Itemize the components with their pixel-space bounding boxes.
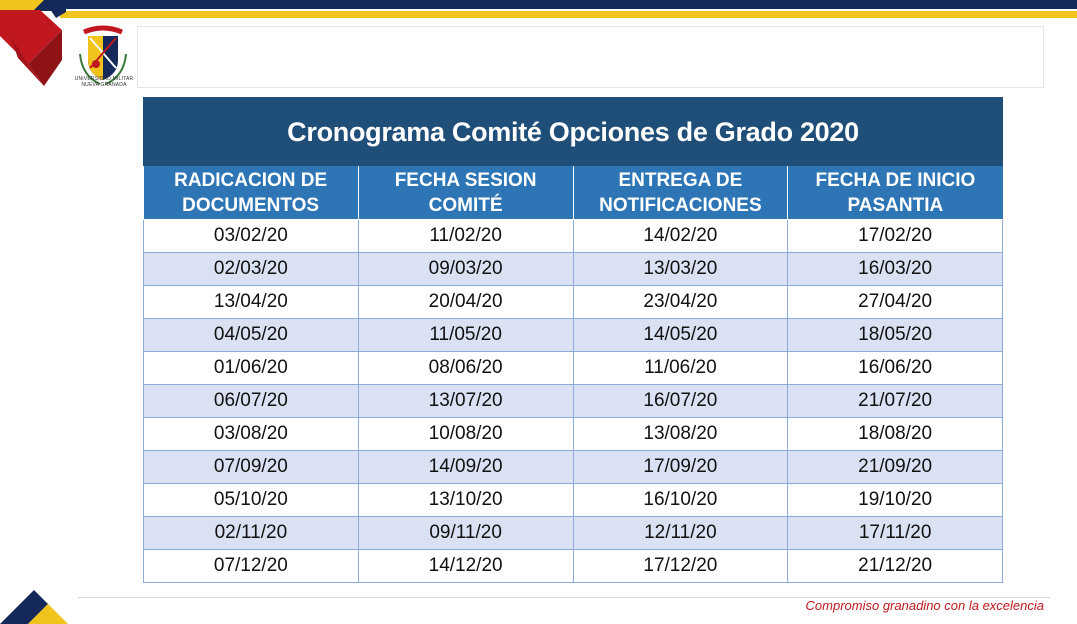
header-fecha-inicio-line1: FECHA DE INICIO bbox=[815, 169, 976, 191]
cell-fecha-sesion: 13/07/20 bbox=[358, 385, 573, 418]
cell-fecha-sesion: 13/10/20 bbox=[358, 484, 573, 517]
cell-radicacion: 13/04/20 bbox=[144, 286, 359, 319]
header-entrega-line2: NOTIFICACIONES bbox=[599, 194, 762, 216]
footer-slogan: Compromiso granadino con la excelencia bbox=[805, 598, 1044, 613]
table-row bbox=[144, 253, 1003, 286]
header-box bbox=[137, 26, 1044, 88]
crest-caption-line2: NUEVA GRANADA bbox=[81, 82, 127, 88]
header-radicacion bbox=[144, 166, 359, 220]
table-row bbox=[144, 550, 1003, 583]
header-row bbox=[144, 166, 1003, 220]
header-fecha-sesion-line1: FECHA SESION bbox=[394, 169, 537, 191]
cell-fecha-inicio: 21/12/20 bbox=[788, 550, 1003, 583]
cell-entrega: 17/09/20 bbox=[573, 451, 788, 484]
cell-fecha-inicio: 18/08/20 bbox=[788, 418, 1003, 451]
cell-fecha-inicio: 21/07/20 bbox=[788, 385, 1003, 418]
header-fecha-sesion bbox=[358, 166, 573, 220]
table-row bbox=[144, 319, 1003, 352]
header-radicacion-line2: DOCUMENTOS bbox=[182, 194, 320, 216]
table-row bbox=[144, 517, 1003, 550]
table-row bbox=[144, 484, 1003, 517]
corner-brand-shapes bbox=[0, 588, 70, 624]
cell-fecha-inicio: 19/10/20 bbox=[788, 484, 1003, 517]
cell-entrega: 14/05/20 bbox=[573, 319, 788, 352]
header-entrega bbox=[573, 166, 788, 220]
cell-fecha-inicio: 17/11/20 bbox=[788, 517, 1003, 550]
cell-entrega: 13/08/20 bbox=[573, 418, 788, 451]
cell-entrega: 13/03/20 bbox=[573, 253, 788, 286]
table-row bbox=[144, 352, 1003, 385]
cell-fecha-sesion: 11/05/20 bbox=[358, 319, 573, 352]
cell-entrega: 23/04/20 bbox=[573, 286, 788, 319]
cell-fecha-inicio: 16/03/20 bbox=[788, 253, 1003, 286]
cell-entrega: 16/10/20 bbox=[573, 484, 788, 517]
cell-radicacion: 06/07/20 bbox=[144, 385, 359, 418]
cell-fecha-sesion: 08/06/20 bbox=[358, 352, 573, 385]
cell-fecha-inicio: 27/04/20 bbox=[788, 286, 1003, 319]
cell-fecha-inicio: 18/05/20 bbox=[788, 319, 1003, 352]
cell-radicacion: 03/08/20 bbox=[144, 418, 359, 451]
cell-fecha-sesion: 09/03/20 bbox=[358, 253, 573, 286]
cell-radicacion: 03/02/20 bbox=[144, 220, 359, 253]
cell-entrega: 14/02/20 bbox=[573, 220, 788, 253]
header-radicacion-line1: RADICACION DE bbox=[174, 169, 328, 191]
cell-radicacion: 04/05/20 bbox=[144, 319, 359, 352]
header-fecha-inicio bbox=[788, 166, 1003, 220]
table-row bbox=[144, 451, 1003, 484]
table-row bbox=[144, 286, 1003, 319]
cell-entrega: 11/06/20 bbox=[573, 352, 788, 385]
cell-entrega: 16/07/20 bbox=[573, 385, 788, 418]
cell-fecha-sesion: 20/04/20 bbox=[358, 286, 573, 319]
brand-shapes-logo bbox=[0, 0, 80, 92]
cell-radicacion: 02/03/20 bbox=[144, 253, 359, 286]
table-title: Cronograma Comité Opciones de Grado 2020 bbox=[143, 97, 1003, 166]
cell-fecha-inicio: 21/09/20 bbox=[788, 451, 1003, 484]
cell-radicacion: 05/10/20 bbox=[144, 484, 359, 517]
cell-fecha-sesion: 10/08/20 bbox=[358, 418, 573, 451]
crest-caption-line1: UNIVERSIDAD MILITAR bbox=[74, 76, 134, 82]
cell-fecha-sesion: 11/02/20 bbox=[358, 220, 573, 253]
header-fecha-sesion-line2: COMITÉ bbox=[428, 194, 503, 216]
cell-radicacion: 07/12/20 bbox=[144, 550, 359, 583]
header-fecha-inicio-line2: PASANTIA bbox=[847, 194, 944, 216]
cell-radicacion: 02/11/20 bbox=[144, 517, 359, 550]
cell-fecha-sesion: 14/12/20 bbox=[358, 550, 573, 583]
table-row bbox=[144, 385, 1003, 418]
cell-radicacion: 01/06/20 bbox=[144, 352, 359, 385]
schedule-table bbox=[143, 97, 1003, 583]
cell-fecha-inicio: 17/02/20 bbox=[788, 220, 1003, 253]
top-gold-stripe bbox=[60, 11, 1077, 18]
cell-fecha-sesion: 14/09/20 bbox=[358, 451, 573, 484]
cell-radicacion: 07/09/20 bbox=[144, 451, 359, 484]
cell-fecha-inicio: 16/06/20 bbox=[788, 352, 1003, 385]
cell-entrega: 12/11/20 bbox=[573, 517, 788, 550]
header-entrega-line1: ENTREGA DE bbox=[618, 169, 743, 191]
table-row bbox=[144, 220, 1003, 253]
table-row bbox=[144, 418, 1003, 451]
cell-fecha-sesion: 09/11/20 bbox=[358, 517, 573, 550]
cell-entrega: 17/12/20 bbox=[573, 550, 788, 583]
